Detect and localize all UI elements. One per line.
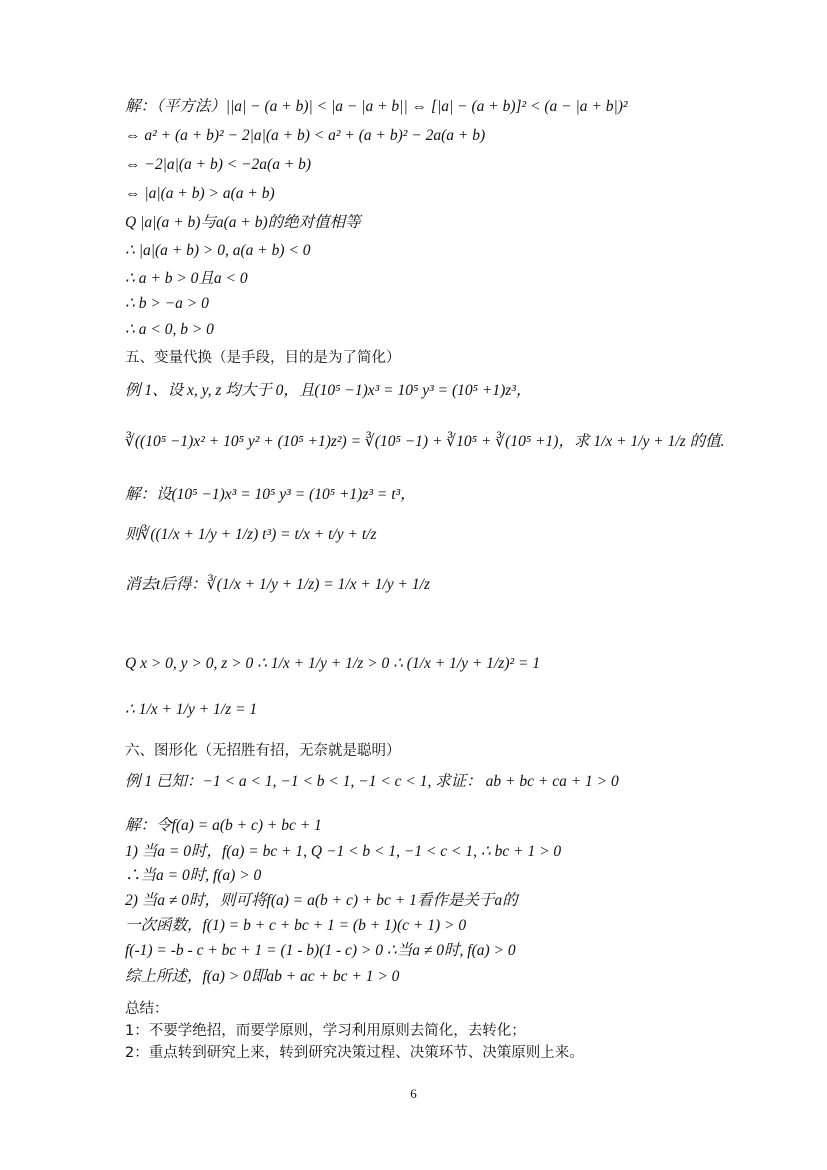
example-2-solution-4: 2) 当a ≠ 0时，则可将f(a) = a(b + c) + bc + 1看作是关于a的 xyxy=(125,892,518,909)
solution-line-8: ∴ b > −a > 0 xyxy=(125,295,209,312)
example-2-solution-7: 综上所述，f(a) > 0即ab + ac + bc + 1 > 0 xyxy=(125,968,400,985)
example-1-statement: 例 1、设 x, y, z 均大于 0，且(10⁵ −1)x³ = 10⁵ y³ = (10⁵ +1)z³， xyxy=(125,382,532,399)
solution-line-2: ⇔ a² + (a + b)² − 2|a|(a + b) < a² + (a + b)² − 2a(a + b) xyxy=(125,127,486,144)
solution-line-4: ⇔ |a|(a + b) > a(a + b) xyxy=(125,185,275,202)
example-1-solution-3: 消去t后得：∛(1/x + 1/y + 1/z) = 1/x + 1/y + 1/z xyxy=(125,576,430,593)
solution-line-7: ∴ a + b > 0且a < 0 xyxy=(125,270,248,287)
solution-line-3: ⇔ −2|a|(a + b) < −2a(a + b) xyxy=(125,156,312,173)
example-2-solution-3: ∴当a = 0时, f(a) > 0 xyxy=(125,867,262,884)
example-2-solution-1: 解：令f(a) = a(b + c) + bc + 1 xyxy=(125,817,322,834)
section-heading-5: 五、变量代换（是手段，目的是为了简化） xyxy=(125,350,401,366)
solution-line-9: ∴ a < 0, b > 0 xyxy=(125,321,214,338)
example-1-solution-5: ∴ 1/x + 1/y + 1/z = 1 xyxy=(125,701,258,718)
page-number: 6 xyxy=(410,1086,417,1101)
section-heading-6: 六、图形化（无招胜有招，无奈就是聪明） xyxy=(125,743,401,759)
example-2-solution-5: 一次函数，f(1) = b + c + bc + 1 = (b + 1)(c + 1) > 0 xyxy=(125,917,467,934)
example-1-solution-4: Q x > 0, y > 0, z > 0 ∴ 1/x + 1/y + 1/z > 0 ∴ (1/x + 1/y + 1/z)² = 1 xyxy=(125,655,541,672)
summary-title: 总结： xyxy=(125,1001,169,1017)
summary-item-1: 1：不要学绝招，而要学原则，学习利用原则去简化，去转化； xyxy=(125,1023,526,1039)
example-2-solution-2: 1) 当a = 0时，f(a) = bc + 1, Q −1 < b < 1, −1 < c < 1, ∴ bc + 1 > 0 xyxy=(125,843,562,860)
example-1-solution-1: 解：设(10⁵ −1)x³ = 10⁵ y³ = (10⁵ +1)z³ = t³， xyxy=(125,486,416,503)
solution-line-5: Q |a|(a + b)与a(a + b)的绝对值相等 xyxy=(125,214,361,231)
solution-line-6: ∴ |a|(a + b) > 0, a(a + b) < 0 xyxy=(125,242,311,259)
example-2-statement: 例 1 已知：−1 < a < 1, −1 < b < 1, −1 < c < 1, 求证： ab + bc + ca + 1 > 0 xyxy=(125,773,619,790)
example-2-solution-6: f(-1) = -b - c + bc + 1 = (1 - b)(1 - c) > 0 ∴当a ≠ 0时, f(a) > 0 xyxy=(125,942,516,959)
summary-item-2: 2：重点转到研究上来，转到研究决策过程、决策环节、决策原则上来。 xyxy=(125,1045,584,1061)
example-1-solution-2: 则∛((1/x + 1/y + 1/z) t³) = t/x + t/y + t/z xyxy=(125,526,377,543)
solution-line-1: 解：（平方法）||a| − (a + b)| < |a − |a + b|| ⇔ [|a| − (a + b)]² < (a − |a + b|)² xyxy=(125,98,628,115)
example-1-equation: ∛((10⁵ −1)x² + 10⁵ y² + (10⁵ +1)z²) = ∛(10⁵ −1) + ∛10⁵ + ∛(10⁵ +1)，求 1/x + 1/y + 1/z 的值. xyxy=(125,433,725,450)
